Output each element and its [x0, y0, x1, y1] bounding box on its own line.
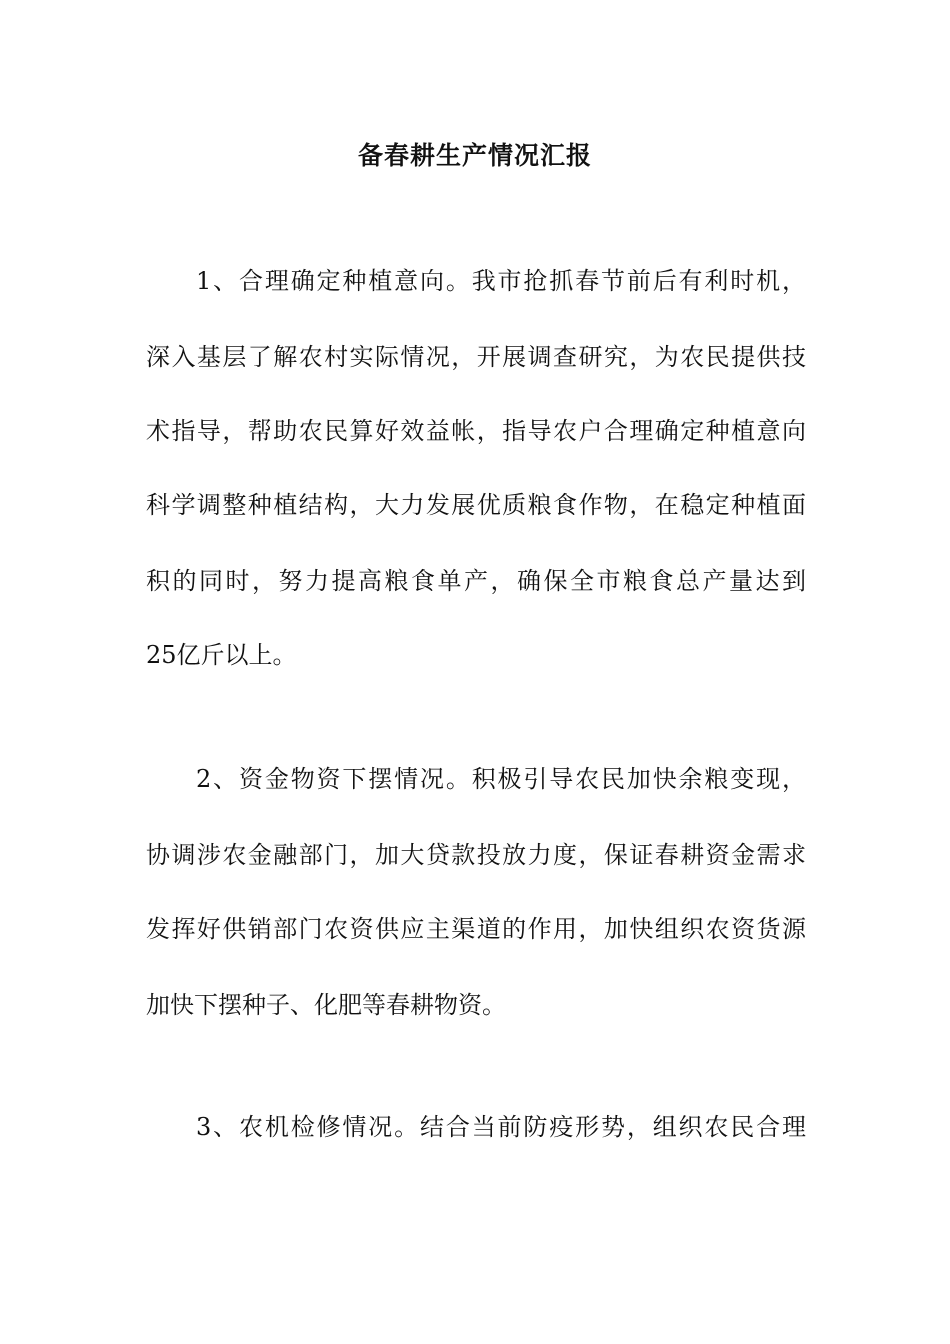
paragraph-line: 加快下摆种子、化肥等春耕物资。	[146, 991, 506, 1019]
paragraph-line: 深入基层了解农村实际情况，开展调查研究，为农民提供技	[146, 343, 806, 371]
paragraph-line: 2、资金物资下摆情况。积极引导农民加快余粮变现，	[196, 765, 806, 793]
paragraph-line: 发挥好供销部门农资供应主渠道的作用，加快组织农资货源	[146, 915, 806, 943]
document-title: 备春耕生产情况汇报	[357, 141, 592, 170]
paragraph-line: 积的同时，努力提高粮食单产，确保全市粮食总产量达到	[146, 567, 806, 595]
paragraph-line: 术指导，帮助农民算好效益帐，指导农户合理确定种植意向	[146, 417, 806, 445]
paragraph-line: 科学调整种植结构，大力发展优质粮食作物，在稳定种植面	[146, 491, 806, 519]
paragraph-line: 3、农机检修情况。结合当前防疫形势，组织农民合理	[196, 1113, 806, 1141]
paragraph-line: 25亿斤以上。	[146, 641, 297, 669]
paragraph-line: 1、合理确定种植意向。我市抢抓春节前后有利时机，	[196, 267, 806, 295]
paragraph-line: 协调涉农金融部门，加大贷款投放力度，保证春耕资金需求	[146, 841, 806, 869]
